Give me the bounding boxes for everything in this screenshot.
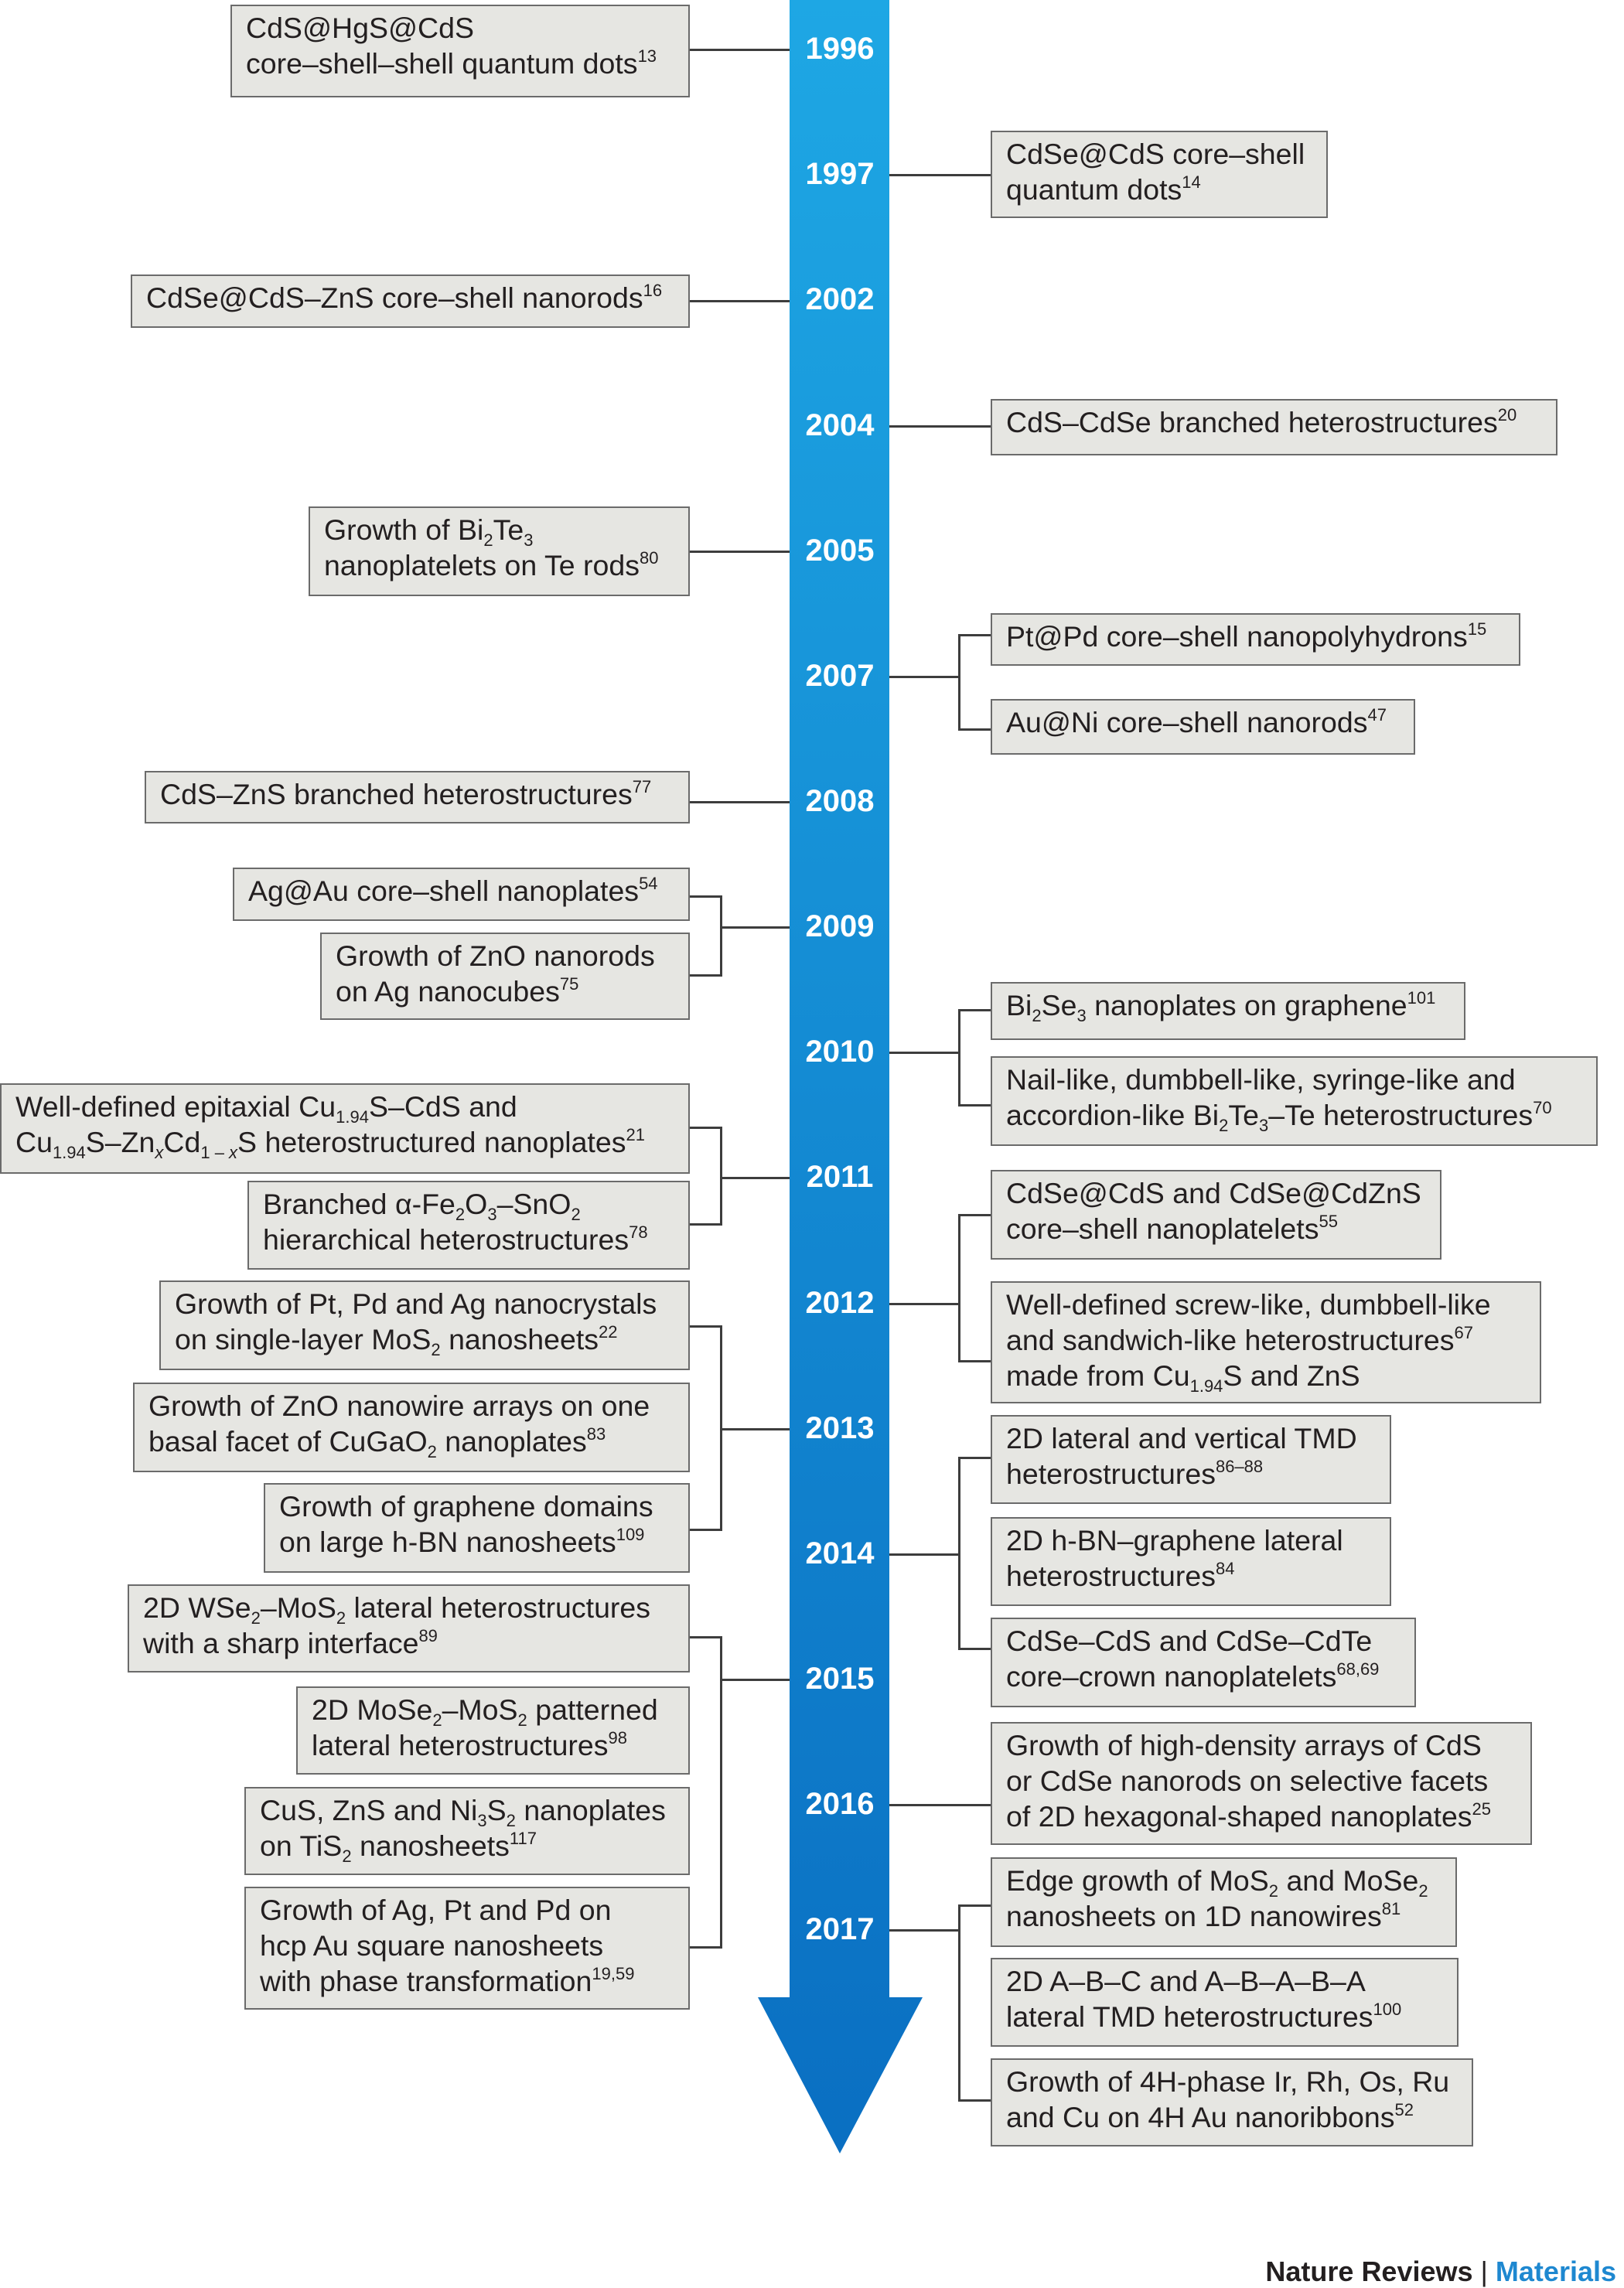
timeline-entry-2017: Growth of 4H-phase Ir, Rh, Os, Ru and Cu on 4H Au nanoribbons$^{52}$ <box>991 2058 1473 2146</box>
connector-2009-branch <box>688 974 722 977</box>
connector-2004 <box>889 425 992 428</box>
year-label-2004: 2004 <box>805 408 875 442</box>
journal-name: Nature Reviews <box>1265 2256 1473 2287</box>
timeline-entry-2017: 2D A–B–C and A–B–A–B–A lateral TMD heterostructures$^{100}$ <box>991 1958 1459 2047</box>
connector-2011-branch <box>688 1223 722 1226</box>
timeline-entry-2013: Growth of Pt, Pd and Ag nanocrystals on single-layer MoS$_2$ nanosheets$^{22}$ <box>159 1280 690 1370</box>
year-label-2016: 2016 <box>805 1787 875 1821</box>
year-label-1997: 1997 <box>805 157 875 191</box>
timeline-entry-2004: CdS–CdSe branched heterostructures$^{20}$ <box>991 399 1557 455</box>
year-label-1996: 1996 <box>805 32 875 66</box>
year-label-2007: 2007 <box>805 659 875 693</box>
year-label-2005: 2005 <box>805 534 875 568</box>
connector-2015-branch <box>688 1946 722 1949</box>
connector-2009-spine <box>720 895 722 977</box>
timeline-entry-2009: Growth of ZnO nanorods on Ag nanocubes$^{75}$ <box>320 933 690 1020</box>
year-label-2008: 2008 <box>805 784 875 818</box>
year-label-2012: 2012 <box>805 1286 875 1320</box>
timeline-entry-2002: CdSe@CdS–ZnS core–shell nanorods$^{16}$ <box>131 274 690 328</box>
year-label-2011: 2011 <box>806 1160 874 1194</box>
connector-2017-stem <box>889 1929 959 1932</box>
timeline-entry-2014: 2D h-BN–graphene lateral heterostructures$^{84}$ <box>991 1517 1391 1606</box>
connector-2015-stem <box>720 1679 790 1681</box>
year-label-2002: 2002 <box>805 282 875 316</box>
timeline-entry-2015: Growth of Ag, Pt and Pd on hcp Au square nanosheets with phase transformation$^{19,59}$ <box>244 1887 690 2010</box>
year-label-2014: 2014 <box>805 1536 875 1570</box>
connector-2007-branch <box>958 728 992 731</box>
connector-2013-stem <box>720 1428 790 1430</box>
connector-2015-spine <box>720 1636 722 1949</box>
connector-2007-branch <box>958 634 992 636</box>
timeline-entry-2011: Branched $\alpha-Fe_2O_3-SnO_2$ hierarchical heterostructures$^{78}$ <box>247 1181 690 1270</box>
connector-2005 <box>688 551 790 553</box>
connector-2014-stem <box>889 1553 959 1556</box>
connector-2011-spine <box>720 1127 722 1226</box>
timeline-entry-2010: Nail-like, dumbbell-like, syringe-like and accordion-like $Bi_2Te_3-Te$ heterostructures$^{70}$ <box>991 1056 1598 1146</box>
timeline-entry-2012: CdSe@CdS and CdSe@CdZnS core–shell nanoplatelets$^{55}$ <box>991 1170 1441 1260</box>
timeline-entry-2008: CdS–ZnS branched heterostructures$^{77}$ <box>145 771 690 823</box>
connector-2010-branch <box>958 1009 992 1011</box>
timeline-entry-2005: Growth of $Bi_2Te_3$ nanoplatelets on Te rods$^{80}$ <box>309 506 690 596</box>
journal-separator: | <box>1480 2256 1488 2287</box>
connector-2012-spine <box>958 1214 960 1362</box>
connector-2011-branch <box>688 1127 722 1129</box>
year-label-2009: 2009 <box>805 909 875 943</box>
timeline-entry-1997: CdSe@CdS core–shell quantum dots$^{14}$ <box>991 131 1328 218</box>
connector-2009-branch <box>688 895 722 898</box>
connector-2007-stem <box>889 676 959 678</box>
connector-2011-stem <box>720 1177 790 1179</box>
timeline-entry-2007: Au@Ni core–shell nanorods$^{47}$ <box>991 699 1415 755</box>
year-label-2010: 2010 <box>805 1035 875 1069</box>
connector-2009-stem <box>720 926 790 929</box>
connector-2012-stem <box>889 1303 959 1305</box>
journal-footer <box>1265 2256 1616 2287</box>
connector-2010-branch <box>958 1104 992 1106</box>
connector-1997 <box>889 174 992 176</box>
connector-2013-branch <box>688 1529 722 1531</box>
connector-2015-branch <box>688 1636 722 1638</box>
connector-2014-branch <box>958 1648 992 1650</box>
year-label-2017: 2017 <box>805 1912 875 1946</box>
connector-2007-spine <box>958 634 960 731</box>
connector-2002 <box>688 300 790 302</box>
connector-2012-branch <box>958 1360 992 1362</box>
timeline-entry-2015: CuS, ZnS and $Ni_3S_2$ nanoplates on TiS$_2$ nanosheets$^{117}$ <box>244 1787 690 1875</box>
connector-2013-branch <box>688 1325 722 1328</box>
journal-section: Materials <box>1495 2256 1616 2287</box>
timeline-entry-2014: 2D lateral and vertical TMD heterostructures$^{86-88}$ <box>991 1415 1391 1504</box>
timeline-entry-2009: Ag@Au core–shell nanoplates$^{54}$ <box>233 868 690 921</box>
year-label-2013: 2013 <box>805 1411 875 1445</box>
timeline-entry-2017: Edge growth of MoS$_2$ and MoSe$_2$ nanosheets on 1D nanowires$^{81}$ <box>991 1857 1457 1947</box>
timeline-entry-2013: Growth of graphene domains on large h-BN nanosheets$^{109}$ <box>264 1483 690 1573</box>
timeline-entry-2016: Growth of high-density arrays of CdS or CdSe nanorods on selective facets of 2D hexagonal-shaped nanoplates$^{25}$ <box>991 1722 1532 1845</box>
connector-1996 <box>688 49 790 51</box>
connector-2010-spine <box>958 1009 960 1106</box>
connector-2017-spine <box>958 1904 960 2102</box>
year-label-2015: 2015 <box>805 1662 875 1696</box>
timeline-entry-2010: $Bi_2Se_3$ nanoplates on graphene$^{101}$ <box>991 982 1465 1040</box>
connector-2010-stem <box>889 1052 959 1054</box>
timeline-entry-2014: CdSe–CdS and CdSe–CdTe core–crown nanoplatelets$^{68,69}$ <box>991 1618 1416 1707</box>
connector-2014-branch <box>958 1457 992 1459</box>
connector-2008 <box>688 801 790 803</box>
connector-2016 <box>889 1804 992 1806</box>
connector-2012-branch <box>958 1214 992 1216</box>
timeline-arrow-shape <box>758 0 923 2153</box>
timeline-entry-1996: CdS@HgS@CdS core–shell–shell quantum dots$^{13}$ <box>230 5 690 97</box>
connector-2014-spine <box>958 1457 960 1650</box>
timeline-entry-2012: Well-defined screw-like, dumbbell-like and sandwich-like heterostructures$^{67}$ made from $Cu_{1.94}S$ and ZnS <box>991 1281 1541 1403</box>
timeline-entry-2011: Well-defined epitaxial $Cu_{1.94}S$–CdS and $Cu_{1.94}S-Zn_xCd_{1 - x}S$ heterostructured nanoplates$^{21}$ <box>0 1083 690 1174</box>
timeline-entry-2007: Pt@Pd core–shell nanopolyhydrons$^{15}$ <box>991 613 1520 666</box>
timeline-entry-2015: 2D WSe$_2$–MoS$_2$ lateral heterostructures with a sharp interface$^{89}$ <box>128 1584 690 1673</box>
connector-2017-branch <box>958 1904 992 1907</box>
timeline-entry-2013: Growth of ZnO nanowire arrays on one basal facet of CuGaO$_2$ nanoplates$^{83}$ <box>133 1383 690 1472</box>
timeline-entry-2015: 2D MoSe$_2$–MoS$_2$ patterned lateral heterostructures$^{98}$ <box>296 1686 690 1775</box>
connector-2017-branch <box>958 2099 992 2102</box>
